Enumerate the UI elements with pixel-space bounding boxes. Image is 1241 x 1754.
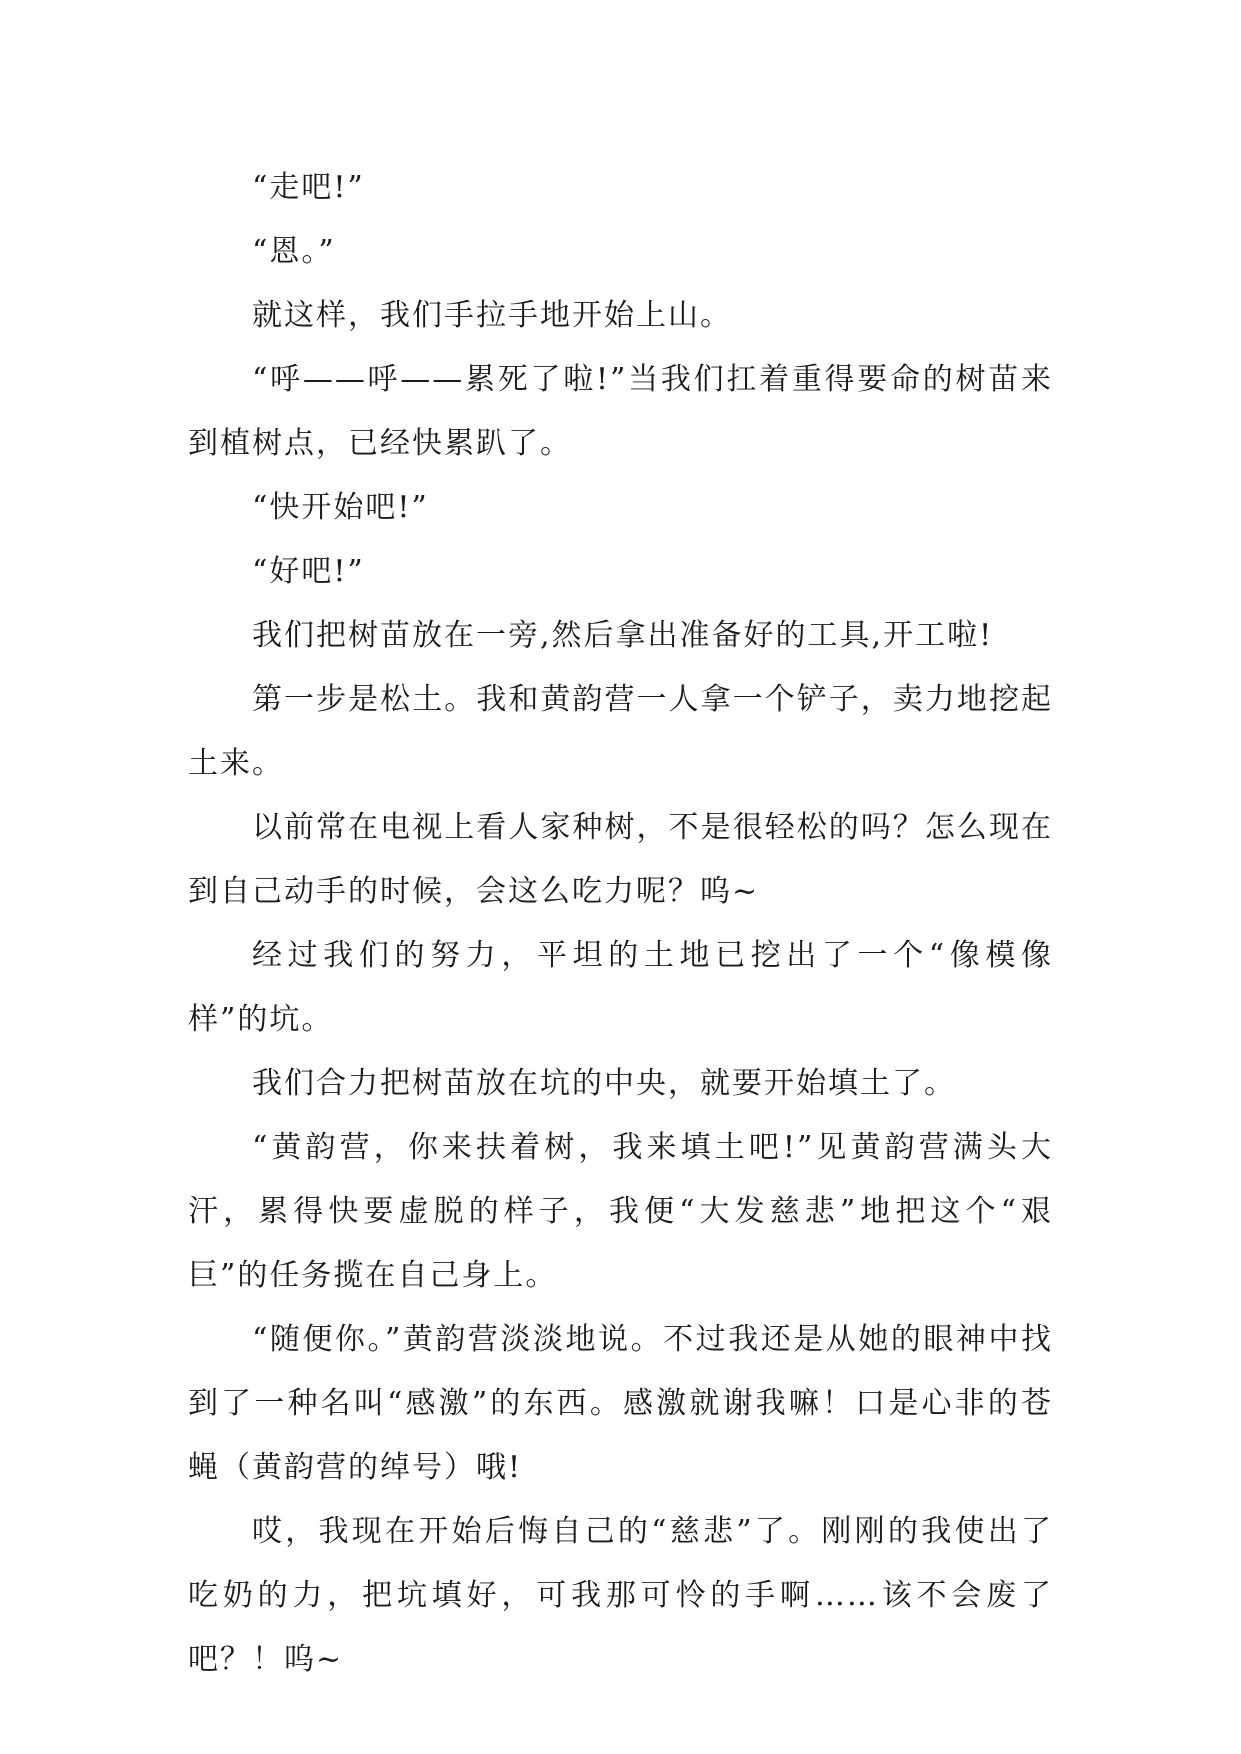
paragraph: “好吧!” bbox=[252, 554, 365, 589]
paragraph: 我们合力把树苗放在坑的中央，就要开始填土了。 bbox=[252, 1066, 956, 1101]
story-text bbox=[188, 156, 1053, 1692]
paragraph: 经过我们的努力，平坦的土地已挖出了一个“像模像样”的坑。 bbox=[188, 938, 1053, 1037]
paragraph: 哎，我现在开始后悔自己的“慈悲”了。刚刚的我使出了吃奶的力，把坑填好，可我那可怜的手啊……该不会废了吧？！呜~ bbox=[188, 1514, 1053, 1677]
paragraph: “走吧!” bbox=[252, 170, 365, 205]
paragraph: “黄韵营，你来扶着树，我来填土吧!”见黄韵营满头大汗，累得快要虚脱的样子，我便“大发慈悲”地把这个“艰巨”的任务揽在自己身上。 bbox=[188, 1130, 1053, 1293]
paragraph: “随便你。”黄韵营淡淡地说。不过我还是从她的眼神中找到了一种名叫“感激”的东西。感激就谢我嘛！口是心非的苍蝇（黄韵营的绰号）哦! bbox=[188, 1322, 1053, 1485]
paragraph: “呼——呼——累死了啦!”当我们扛着重得要命的树苗来到植树点，已经快累趴了。 bbox=[188, 362, 1053, 461]
paragraph: 就这样，我们手拉手地开始上山。 bbox=[252, 298, 732, 333]
paragraph: 第一步是松土。我和黄韵营一人拿一个铲子，卖力地挖起土来。 bbox=[188, 682, 1053, 781]
paragraph: 以前常在电视上看人家种树，不是很轻松的吗？怎么现在到自己动手的时候，会这么吃力呢？呜~ bbox=[188, 810, 1053, 909]
paragraph: “快开始吧!” bbox=[252, 490, 429, 525]
paragraph: 我们把树苗放在一旁,然后拿出准备好的工具,开工啦! bbox=[252, 618, 994, 653]
paragraph: “恩。” bbox=[252, 234, 336, 269]
